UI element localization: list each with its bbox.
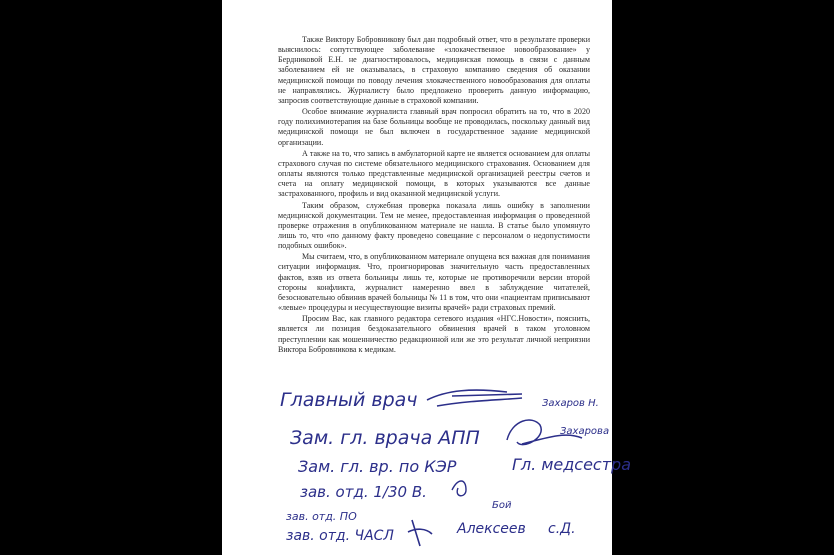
paragraph-2: Особое внимание журналиста главный врач попросил обратить на то, что в 2020 году полихимиотерапия на базе больницы вообще не проводилась, поскольку данный вид медицинской помощи не был включен в государственное задание медицинской организации.: [278, 107, 590, 147]
signature-scribble-4: [452, 481, 466, 496]
signature-scribble-6: [408, 520, 432, 546]
signature-line-3: Зам. гл. вр. по КЭР: [298, 457, 457, 476]
letter-body: [278, 35, 590, 356]
signature-scribble-1: [427, 390, 522, 406]
signature-line-2-name: Захарова: [560, 426, 610, 437]
signature-line-5: зав. отд. ПО: [286, 510, 357, 523]
signature-line-6-tail: с.Д.: [548, 521, 576, 537]
signature-line-4: зав. отд. 1/30 В.: [300, 483, 427, 501]
document-page: [222, 0, 632, 555]
paragraph-6: Просим Вас, как главного редактора сетевого издания «НГС.Новости», пояснить, является ли позиция бездоказательного обвинения врачей в таком уголовном преступлении как мошенничество редакционной или же это результат личной неприязни Виктора Бобровникова к медикам.: [278, 314, 590, 354]
signature-line-6-name: Алексеев: [457, 521, 526, 537]
paragraph-5: Мы считаем, что, в опубликованном материале опущена вся важная для понимания ситуации информация. Что, проигнорировав значительную часть предоставленных фактов, взяв из ответа больницы лишь те, которые не противоречили версии второй стороны конфликта, журналист намеренно ввел в заблуждение читателей, безосновательно обвинив врачей больницы № 11 в том, что они «пациентам приписывают «левые» процедуры и несуществующие визиты врачей» ради страховых премий.: [278, 252, 590, 313]
signature-line-2: Зам. гл. врача АПП: [290, 427, 480, 449]
signature-line-3-name: Гл. медсестра: [512, 455, 632, 474]
paragraph-3: А также на то, что запись в амбулаторной карте не является основанием для оплаты страхового случая по системе обязательного медицинского страхования. Основанием для оплаты являются только представленные медицинской организацией реестры счетов и счета на оплату медицинской помощи, в которых указываются все данные застрахованного, профиль и вид оказанной медицинской услуги.: [278, 148, 590, 199]
paragraph-4: Таким образом, служебная проверка показала лишь ошибку в заполнении медицинской документации. Тем не менее, предоставленная информация о проведенной проверке отражения в опубликованном материале не нашла. В статье было упомянуто лишь то, что «по данному факту проведено совещание с персоналом о недопустимости подобных ошибок».: [278, 200, 590, 251]
signature-line-6: зав. отд. ЧАСЛ: [286, 528, 394, 544]
signature-line-1-name: Захаров Н.: [542, 398, 599, 409]
handwritten-signatures: [222, 370, 632, 555]
paragraph-1: Также Виктору Бобровникову был дан подробный ответ, что в результате проверки выяснилось: сопутствующее заболевание «злокачественное новообразование» у Бердниковой Е.Н. не диагностировалось, медицинская помощь в связи с данным заболеванием ей не оказывалась, в страховую компанию сведения об оказании медицинской помощи по поводу лечения злокачественного новообразования для оплаты не направлялись. Журналисту было предложено проверить данную информацию, запросив соответствующие данные в страховой компании.: [278, 35, 590, 105]
signature-line-1: Главный врач: [280, 389, 418, 411]
signature-line-5-small: Бой: [492, 500, 512, 511]
